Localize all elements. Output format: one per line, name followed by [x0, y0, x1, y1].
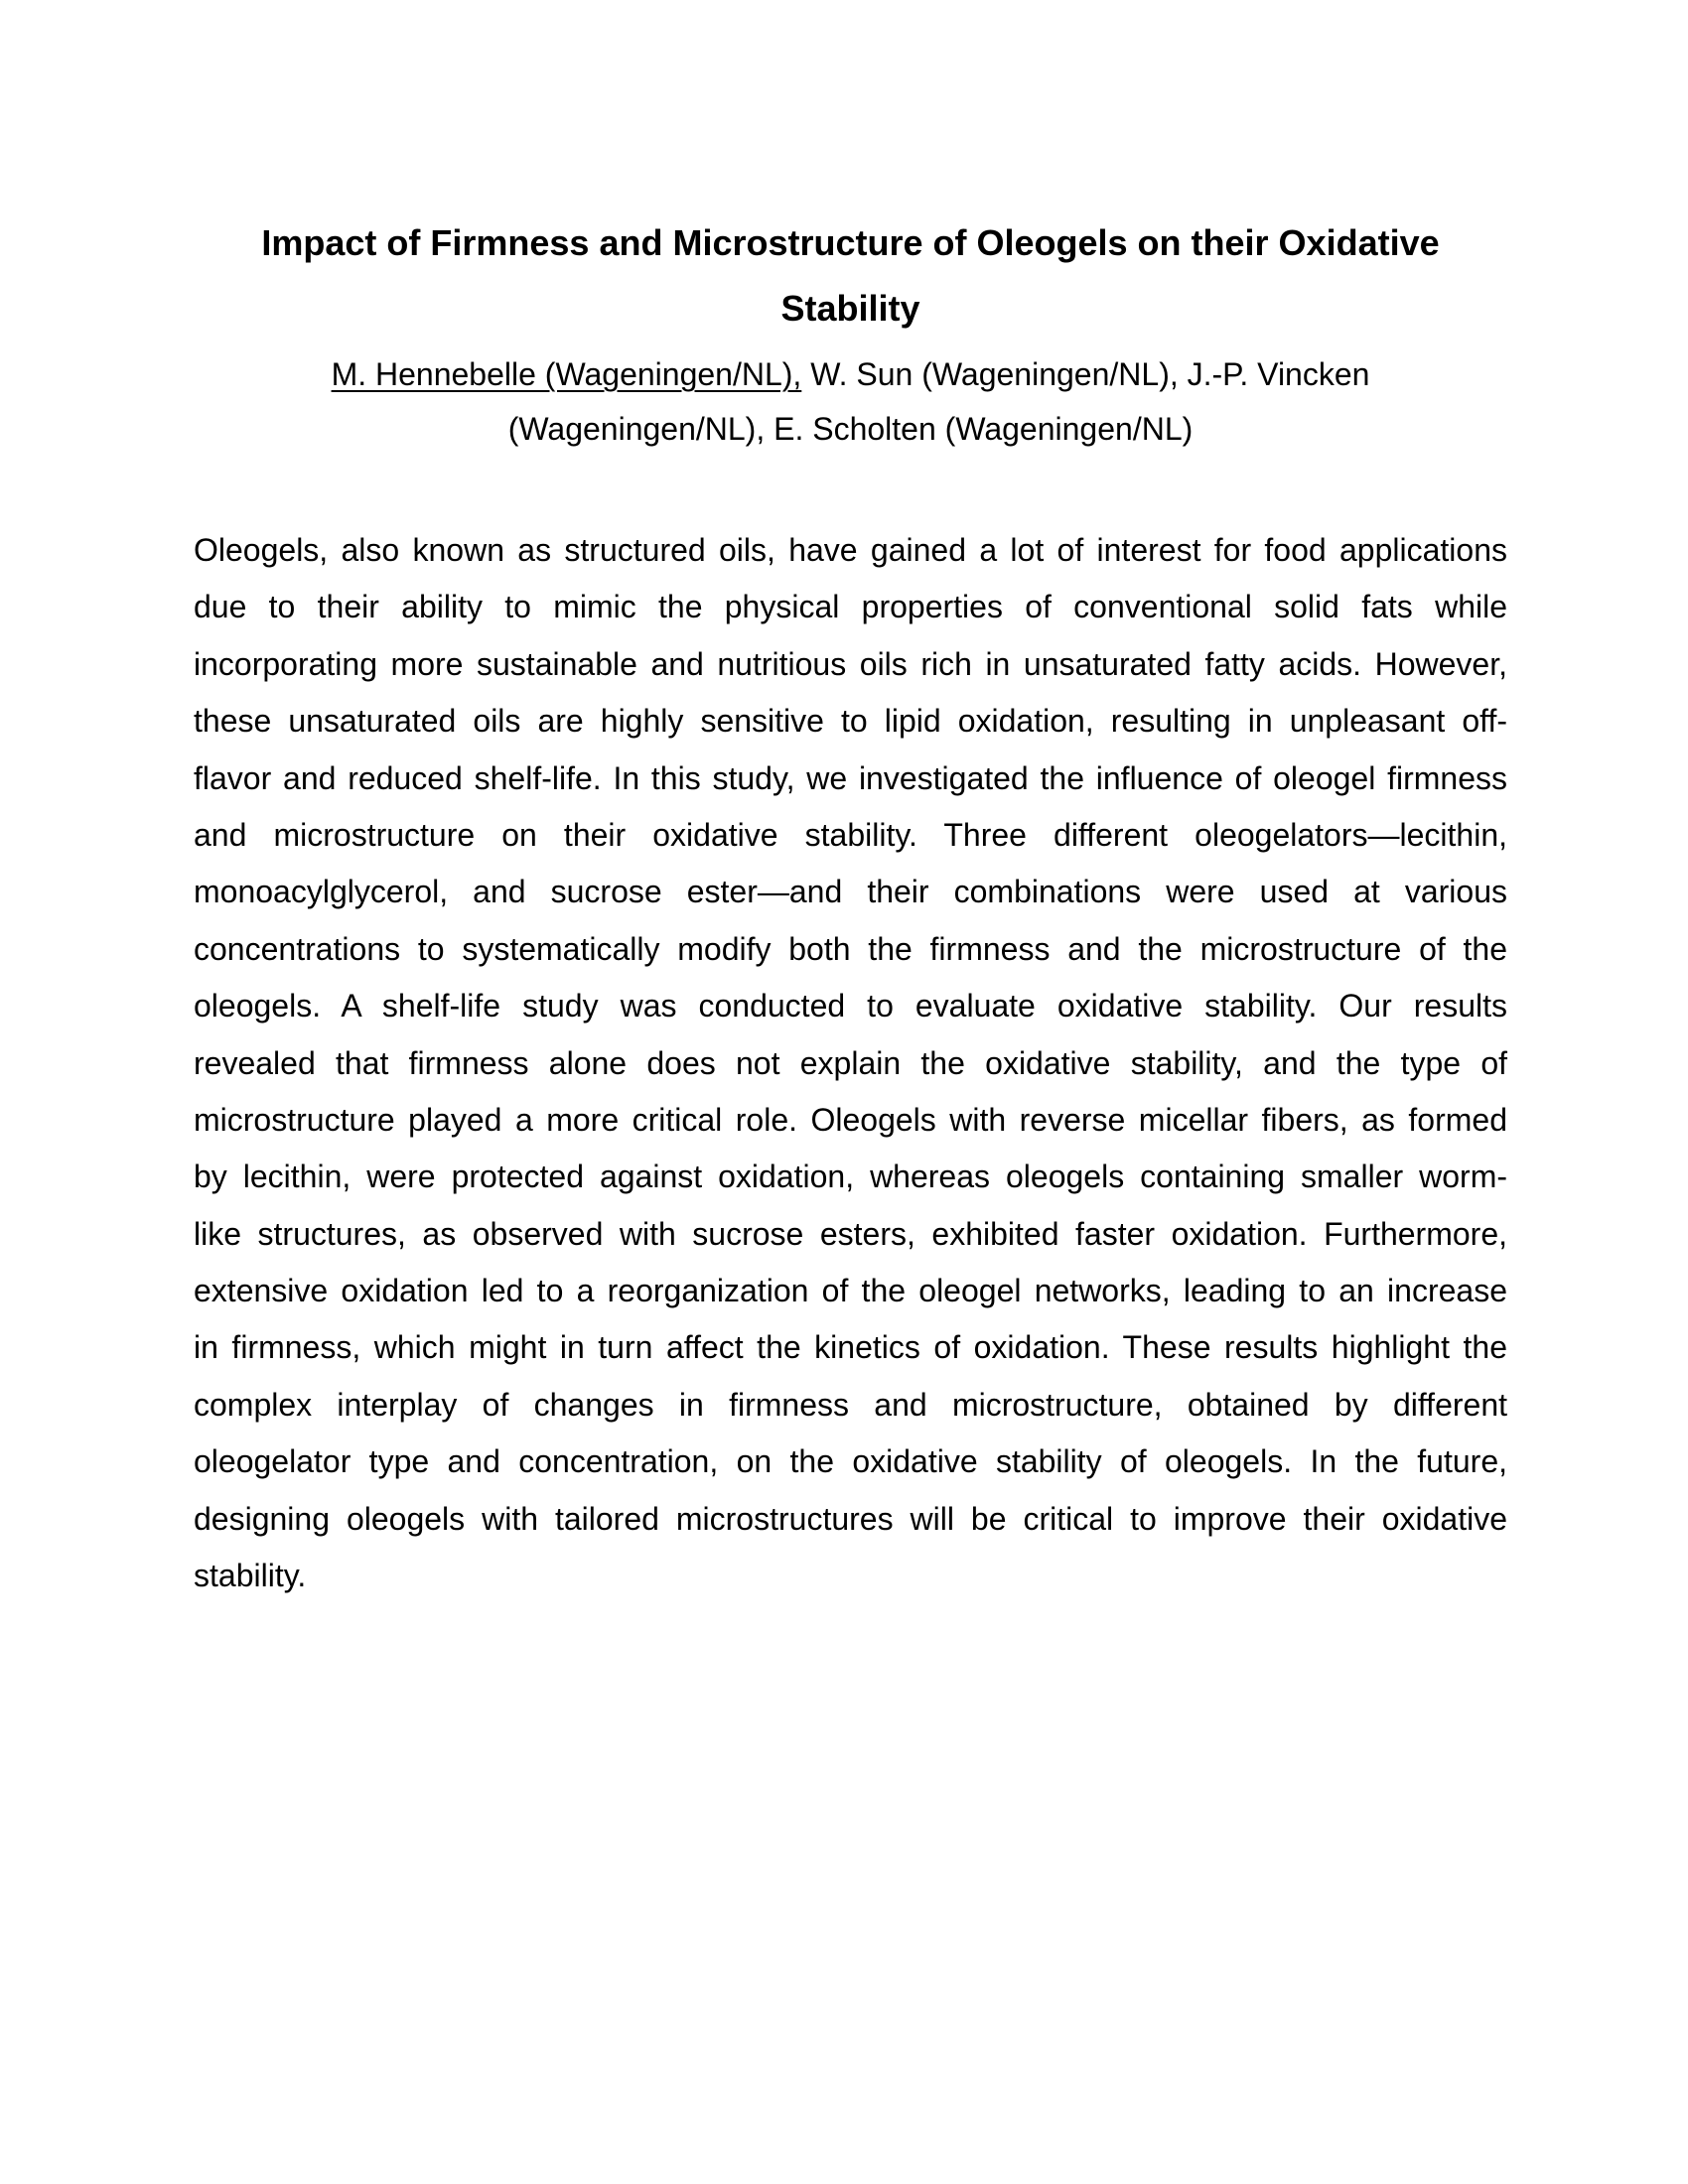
abstract-line: flavor and reduced shelf-life. In this study, we investigated the influence of oleogel firmness [194, 759, 1507, 796]
paper-title [194, 210, 1507, 341]
abstract-line: oleogelator type and concentration, on the oxidative stability of oleogels. In the future, [194, 1443, 1507, 1480]
abstract-line: in firmness, which might in turn affect the kinetics of oxidation. These results highlight the [194, 1329, 1507, 1366]
abstract-line: complex interplay of changes in firmness and microstructure, obtained by different [194, 1386, 1507, 1423]
title-line-2: Stability [780, 288, 920, 329]
abstract-line: Oleogels, also known as structured oils, have gained a lot of interest for food applications [194, 532, 1507, 568]
abstract-line: monoacylglycerol, and sucrose ester—and their combinations were used at various [194, 874, 1507, 910]
title-line-1: Impact of Firmness and Microstructure of Oleogels on their Oxidative [261, 222, 1440, 263]
abstract-line: concentrations to systematically modify both the firmness and the microstructure of the [194, 930, 1507, 967]
abstract-line: like structures, as observed with sucrose esters, exhibited faster oxidation. Furthermore, [194, 1215, 1507, 1252]
abstract-line: extensive oxidation led to a reorganization of the oleogel networks, leading to an increase [194, 1273, 1507, 1309]
abstract-line: and microstructure on their oxidative stability. Three different oleogelators—lecithin, [194, 816, 1507, 853]
co-authors-line-2: (Wageningen/NL), E. Scholten (Wageningen/NL) [507, 411, 1194, 447]
abstract-line: revealed that firmness alone does not explain the oxidative stability, and the type of [194, 1044, 1507, 1081]
presenting-author: M. Hennebelle (Wageningen/NL), [331, 356, 802, 392]
abstract-line: oleogels. A shelf-life study was conducted to evaluate oxidative stability. Our results [194, 988, 1507, 1024]
abstract-line: by lecithin, were protected against oxidation, whereas oleogels containing smaller worm- [194, 1159, 1507, 1195]
abstract-line: these unsaturated oils are highly sensitive to lipid oxidation, resulting in unpleasant off- [194, 703, 1507, 740]
abstract-line-last: stability. [194, 1558, 307, 1594]
abstract-line: microstructure played a more critical role. Oleogels with reverse micellar fibers, as formed [194, 1101, 1507, 1138]
abstract-line: incorporating more sustainable and nutritious oils rich in unsaturated fatty acids. However, [194, 645, 1507, 682]
abstract-line: designing oleogels with tailored microstructures will be critical to improve their oxidative [194, 1500, 1507, 1537]
author-list [194, 347, 1507, 457]
co-authors-line-1: W. Sun (Wageningen/NL), J.-P. Vincken [801, 356, 1370, 392]
abstract-body [194, 522, 1507, 1604]
abstract-line: due to their ability to mimic the physical properties of conventional solid fats while [194, 589, 1507, 625]
